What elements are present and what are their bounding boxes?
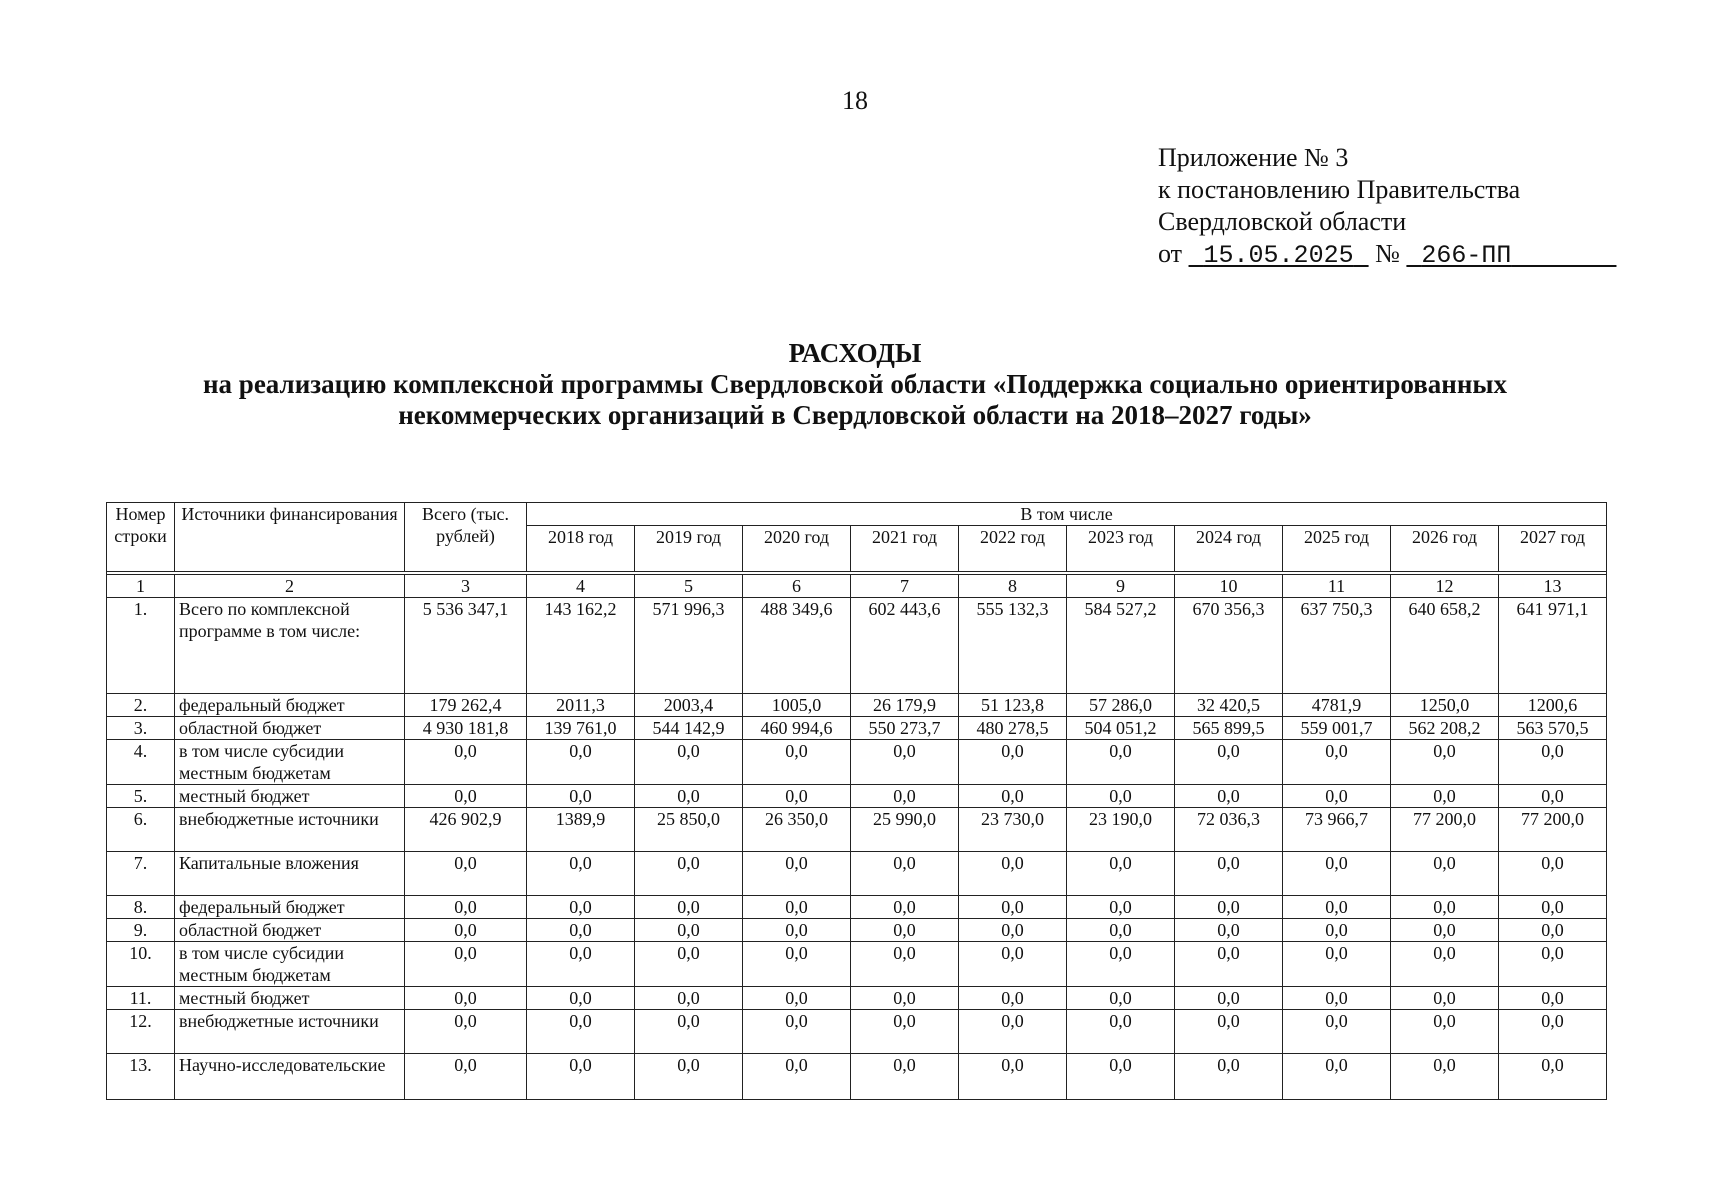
year-value-cell: 0,0 xyxy=(1175,1054,1283,1100)
year-value-cell: 23 190,0 xyxy=(1067,808,1175,852)
appendix-ot-label: от xyxy=(1158,239,1183,268)
year-value-cell: 0,0 xyxy=(1391,1054,1499,1100)
year-value-cell: 0,0 xyxy=(743,852,851,896)
total-cell: 426 902,9 xyxy=(405,808,527,852)
year-value-cell: 562 208,2 xyxy=(1391,717,1499,740)
year-value-cell: 559 001,7 xyxy=(1283,717,1391,740)
year-value-cell: 2011,3 xyxy=(527,694,635,717)
column-number: 9 xyxy=(1067,575,1175,598)
year-value-cell: 1200,6 xyxy=(1499,694,1607,717)
title-line-2: на реализацию комплексной программы Свердловской области «Поддержка социально ориентированных xyxy=(203,369,1507,399)
table-row xyxy=(107,942,1607,987)
year-value-cell: 0,0 xyxy=(743,785,851,808)
year-value-cell: 641 971,1 xyxy=(1499,598,1607,694)
year-value-cell: 0,0 xyxy=(1499,987,1607,1010)
column-number: 5 xyxy=(635,575,743,598)
total-cell: 0,0 xyxy=(405,896,527,919)
year-value-cell: 488 349,6 xyxy=(743,598,851,694)
source-cell: местный бюджет xyxy=(175,785,405,808)
appendix-date-line xyxy=(1158,238,1616,272)
year-value-cell: 0,0 xyxy=(959,896,1067,919)
year-value-cell: 0,0 xyxy=(1175,896,1283,919)
column-number: 4 xyxy=(527,575,635,598)
header-year: 2020 год xyxy=(743,526,851,572)
year-value-cell: 670 356,3 xyxy=(1175,598,1283,694)
table-row xyxy=(107,694,1607,717)
appendix-line-1: Приложение № 3 xyxy=(1158,143,1349,172)
row-number-cell: 7. xyxy=(107,852,175,896)
year-value-cell: 0,0 xyxy=(959,942,1067,987)
year-value-cell: 0,0 xyxy=(1283,852,1391,896)
table-row xyxy=(107,987,1607,1010)
year-value-cell: 0,0 xyxy=(851,942,959,987)
year-value-cell: 0,0 xyxy=(1067,785,1175,808)
column-number: 3 xyxy=(405,575,527,598)
year-value-cell: 143 162,2 xyxy=(527,598,635,694)
year-value-cell: 0,0 xyxy=(527,1010,635,1054)
year-value-cell: 0,0 xyxy=(1283,942,1391,987)
year-value-cell: 0,0 xyxy=(635,919,743,942)
year-value-cell: 0,0 xyxy=(1283,919,1391,942)
row-number-cell: 1. xyxy=(107,598,175,694)
table-body xyxy=(107,598,1607,1100)
header-year: 2025 год xyxy=(1283,526,1391,572)
column-number: 10 xyxy=(1175,575,1283,598)
year-value-cell: 0,0 xyxy=(1175,852,1283,896)
year-value-cell: 1250,0 xyxy=(1391,694,1499,717)
year-value-cell: 0,0 xyxy=(959,919,1067,942)
year-value-cell: 0,0 xyxy=(1499,852,1607,896)
source-cell: внебюджетные источники xyxy=(175,808,405,852)
year-value-cell: 0,0 xyxy=(851,852,959,896)
year-value-cell: 0,0 xyxy=(1067,987,1175,1010)
column-number: 13 xyxy=(1499,575,1607,598)
year-value-cell: 0,0 xyxy=(1391,942,1499,987)
column-number: 11 xyxy=(1283,575,1391,598)
year-value-cell: 0,0 xyxy=(527,896,635,919)
year-value-cell: 0,0 xyxy=(1391,987,1499,1010)
year-value-cell: 0,0 xyxy=(1067,942,1175,987)
row-number-cell: 3. xyxy=(107,717,175,740)
year-value-cell: 0,0 xyxy=(1067,919,1175,942)
year-value-cell: 0,0 xyxy=(1175,740,1283,785)
total-cell: 0,0 xyxy=(405,852,527,896)
header-year: 2026 год xyxy=(1391,526,1499,572)
title-line-3: некоммерческих организаций в Свердловской области на 2018–2027 годы» xyxy=(398,400,1312,430)
year-value-cell: 4781,9 xyxy=(1283,694,1391,717)
header-total: Всего (тыс. рублей) xyxy=(405,503,527,572)
header-row-number: Номер строки xyxy=(107,503,175,572)
year-value-cell: 77 200,0 xyxy=(1499,808,1607,852)
table-row xyxy=(107,785,1607,808)
year-value-cell: 0,0 xyxy=(527,852,635,896)
column-number: 12 xyxy=(1391,575,1499,598)
year-value-cell: 0,0 xyxy=(959,987,1067,1010)
year-value-cell: 57 286,0 xyxy=(1067,694,1175,717)
source-cell: местный бюджет xyxy=(175,987,405,1010)
year-value-cell: 0,0 xyxy=(851,919,959,942)
source-cell: в том числе субсидии местным бюджетам xyxy=(175,740,405,785)
year-value-cell: 0,0 xyxy=(1391,896,1499,919)
year-value-cell: 584 527,2 xyxy=(1067,598,1175,694)
total-cell: 0,0 xyxy=(405,785,527,808)
source-cell: внебюджетные источники xyxy=(175,1010,405,1054)
year-value-cell: 0,0 xyxy=(743,919,851,942)
appendix-line-2: к постановлению Правительства xyxy=(1158,175,1521,204)
year-value-cell: 0,0 xyxy=(1283,1054,1391,1100)
appendix-block xyxy=(1158,142,1616,272)
row-number-cell: 13. xyxy=(107,1054,175,1100)
row-number-cell: 4. xyxy=(107,740,175,785)
year-value-cell: 0,0 xyxy=(1067,1010,1175,1054)
year-value-cell: 0,0 xyxy=(527,1054,635,1100)
appendix-number: 266-ПП xyxy=(1421,241,1512,270)
year-value-cell: 25 990,0 xyxy=(851,808,959,852)
year-value-cell: 0,0 xyxy=(1391,785,1499,808)
year-value-cell: 0,0 xyxy=(1499,740,1607,785)
table-row xyxy=(107,598,1607,694)
header-year: 2027 год xyxy=(1499,526,1607,572)
total-cell: 0,0 xyxy=(405,919,527,942)
table-row xyxy=(107,1010,1607,1054)
year-value-cell: 0,0 xyxy=(635,740,743,785)
total-cell: 179 262,4 xyxy=(405,694,527,717)
column-number: 1 xyxy=(107,575,175,598)
year-value-cell: 0,0 xyxy=(851,987,959,1010)
year-value-cell: 0,0 xyxy=(1175,987,1283,1010)
year-value-cell: 555 132,3 xyxy=(959,598,1067,694)
year-value-cell: 77 200,0 xyxy=(1391,808,1499,852)
column-number-row xyxy=(107,575,1607,598)
year-value-cell: 0,0 xyxy=(1499,1010,1607,1054)
source-cell: федеральный бюджет xyxy=(175,694,405,717)
column-number: 2 xyxy=(175,575,405,598)
year-value-cell: 0,0 xyxy=(1283,785,1391,808)
table-row xyxy=(107,717,1607,740)
year-value-cell: 0,0 xyxy=(1283,740,1391,785)
year-value-cell: 0,0 xyxy=(1391,740,1499,785)
row-number-cell: 9. xyxy=(107,919,175,942)
year-value-cell: 0,0 xyxy=(851,740,959,785)
year-value-cell: 460 994,6 xyxy=(743,717,851,740)
header-year: 2021 год xyxy=(851,526,959,572)
year-value-cell: 0,0 xyxy=(959,852,1067,896)
year-value-cell: 0,0 xyxy=(635,987,743,1010)
year-value-cell: 563 570,5 xyxy=(1499,717,1607,740)
total-cell: 0,0 xyxy=(405,1054,527,1100)
table-row xyxy=(107,852,1607,896)
year-value-cell: 0,0 xyxy=(1499,919,1607,942)
year-value-cell: 26 179,9 xyxy=(851,694,959,717)
year-value-cell: 0,0 xyxy=(743,987,851,1010)
year-value-cell: 0,0 xyxy=(1391,852,1499,896)
year-value-cell: 0,0 xyxy=(959,1010,1067,1054)
year-value-cell: 0,0 xyxy=(1175,785,1283,808)
appendix-date: 15.05.2025 xyxy=(1203,241,1354,270)
year-value-cell: 0,0 xyxy=(1499,1054,1607,1100)
total-cell: 5 536 347,1 xyxy=(405,598,527,694)
year-value-cell: 0,0 xyxy=(959,1054,1067,1100)
year-value-cell: 0,0 xyxy=(851,1054,959,1100)
row-number-cell: 2. xyxy=(107,694,175,717)
year-value-cell: 0,0 xyxy=(1175,942,1283,987)
year-value-cell: 0,0 xyxy=(1067,896,1175,919)
year-value-cell: 1389,9 xyxy=(527,808,635,852)
year-value-cell: 1005,0 xyxy=(743,694,851,717)
year-value-cell: 0,0 xyxy=(1391,919,1499,942)
header-source: Источники финансирования xyxy=(175,503,405,572)
year-value-cell: 550 273,7 xyxy=(851,717,959,740)
appendix-no-label: № xyxy=(1375,239,1400,268)
year-value-cell: 0,0 xyxy=(635,896,743,919)
year-value-cell: 0,0 xyxy=(1175,1010,1283,1054)
year-value-cell: 0,0 xyxy=(743,942,851,987)
year-value-cell: 0,0 xyxy=(1067,852,1175,896)
appendix-line-3: Свердловской области xyxy=(1158,207,1407,236)
year-value-cell: 0,0 xyxy=(959,740,1067,785)
year-value-cell: 565 899,5 xyxy=(1175,717,1283,740)
year-value-cell: 0,0 xyxy=(851,1010,959,1054)
header-year: 2024 год xyxy=(1175,526,1283,572)
table-row xyxy=(107,808,1607,852)
row-number-cell: 11. xyxy=(107,987,175,1010)
year-value-cell: 72 036,3 xyxy=(1175,808,1283,852)
row-number-cell: 12. xyxy=(107,1010,175,1054)
column-number: 6 xyxy=(743,575,851,598)
year-value-cell: 0,0 xyxy=(635,942,743,987)
year-value-cell: 0,0 xyxy=(527,785,635,808)
year-value-cell: 139 761,0 xyxy=(527,717,635,740)
year-value-cell: 0,0 xyxy=(743,1054,851,1100)
year-value-cell: 544 142,9 xyxy=(635,717,743,740)
year-value-cell: 0,0 xyxy=(1391,1010,1499,1054)
total-cell: 0,0 xyxy=(405,987,527,1010)
year-value-cell: 2003,4 xyxy=(635,694,743,717)
source-cell: областной бюджет xyxy=(175,717,405,740)
column-number: 8 xyxy=(959,575,1067,598)
year-value-cell: 602 443,6 xyxy=(851,598,959,694)
year-value-cell: 0,0 xyxy=(743,896,851,919)
year-value-cell: 0,0 xyxy=(743,740,851,785)
year-value-cell: 0,0 xyxy=(635,852,743,896)
source-cell: Капитальные вложения xyxy=(175,852,405,896)
year-value-cell: 0,0 xyxy=(1067,1054,1175,1100)
source-cell: Научно-исследовательские xyxy=(175,1054,405,1100)
year-value-cell: 0,0 xyxy=(1067,740,1175,785)
year-value-cell: 0,0 xyxy=(635,1054,743,1100)
year-value-cell: 504 051,2 xyxy=(1067,717,1175,740)
year-value-cell: 571 996,3 xyxy=(635,598,743,694)
year-value-cell: 0,0 xyxy=(959,785,1067,808)
year-value-cell: 0,0 xyxy=(851,896,959,919)
year-value-cell: 0,0 xyxy=(1283,987,1391,1010)
row-number-cell: 8. xyxy=(107,896,175,919)
table-row xyxy=(107,919,1607,942)
year-value-cell: 0,0 xyxy=(851,785,959,808)
year-value-cell: 51 123,8 xyxy=(959,694,1067,717)
source-cell: областной бюджет xyxy=(175,919,405,942)
table-row xyxy=(107,740,1607,785)
source-cell: федеральный бюджет xyxy=(175,896,405,919)
total-cell: 0,0 xyxy=(405,942,527,987)
year-value-cell: 640 658,2 xyxy=(1391,598,1499,694)
row-number-cell: 5. xyxy=(107,785,175,808)
header-year: 2019 год xyxy=(635,526,743,572)
expenses-table xyxy=(106,502,1607,1100)
header-year: 2018 год xyxy=(527,526,635,572)
year-value-cell: 0,0 xyxy=(1499,785,1607,808)
year-value-cell: 0,0 xyxy=(1175,919,1283,942)
year-value-cell: 0,0 xyxy=(527,919,635,942)
year-value-cell: 0,0 xyxy=(635,1010,743,1054)
year-value-cell: 0,0 xyxy=(1499,942,1607,987)
header-including: В том числе xyxy=(527,503,1607,526)
year-value-cell: 73 966,7 xyxy=(1283,808,1391,852)
source-cell: в том числе субсидии местным бюджетам xyxy=(175,942,405,987)
year-value-cell: 0,0 xyxy=(635,785,743,808)
table-row xyxy=(107,896,1607,919)
document-title xyxy=(0,338,1710,431)
year-value-cell: 25 850,0 xyxy=(635,808,743,852)
year-value-cell: 0,0 xyxy=(1283,1010,1391,1054)
year-value-cell: 32 420,5 xyxy=(1175,694,1283,717)
page-number: 18 xyxy=(842,86,868,115)
year-value-cell: 637 750,3 xyxy=(1283,598,1391,694)
total-cell: 0,0 xyxy=(405,1010,527,1054)
column-number: 7 xyxy=(851,575,959,598)
year-value-cell: 0,0 xyxy=(527,740,635,785)
total-cell: 0,0 xyxy=(405,740,527,785)
year-value-cell: 26 350,0 xyxy=(743,808,851,852)
row-number-cell: 6. xyxy=(107,808,175,852)
year-value-cell: 0,0 xyxy=(1283,896,1391,919)
year-value-cell: 0,0 xyxy=(527,942,635,987)
year-value-cell: 23 730,0 xyxy=(959,808,1067,852)
header-year: 2023 год xyxy=(1067,526,1175,572)
source-cell: Всего по комплексной программе в том числе: xyxy=(175,598,405,694)
year-value-cell: 0,0 xyxy=(743,1010,851,1054)
year-value-cell: 480 278,5 xyxy=(959,717,1067,740)
year-value-cell: 0,0 xyxy=(527,987,635,1010)
table-row xyxy=(107,1054,1607,1100)
header-year: 2022 год xyxy=(959,526,1067,572)
year-value-cell: 0,0 xyxy=(1499,896,1607,919)
title-line-1: РАСХОДЫ xyxy=(788,338,922,368)
row-number-cell: 10. xyxy=(107,942,175,987)
total-cell: 4 930 181,8 xyxy=(405,717,527,740)
